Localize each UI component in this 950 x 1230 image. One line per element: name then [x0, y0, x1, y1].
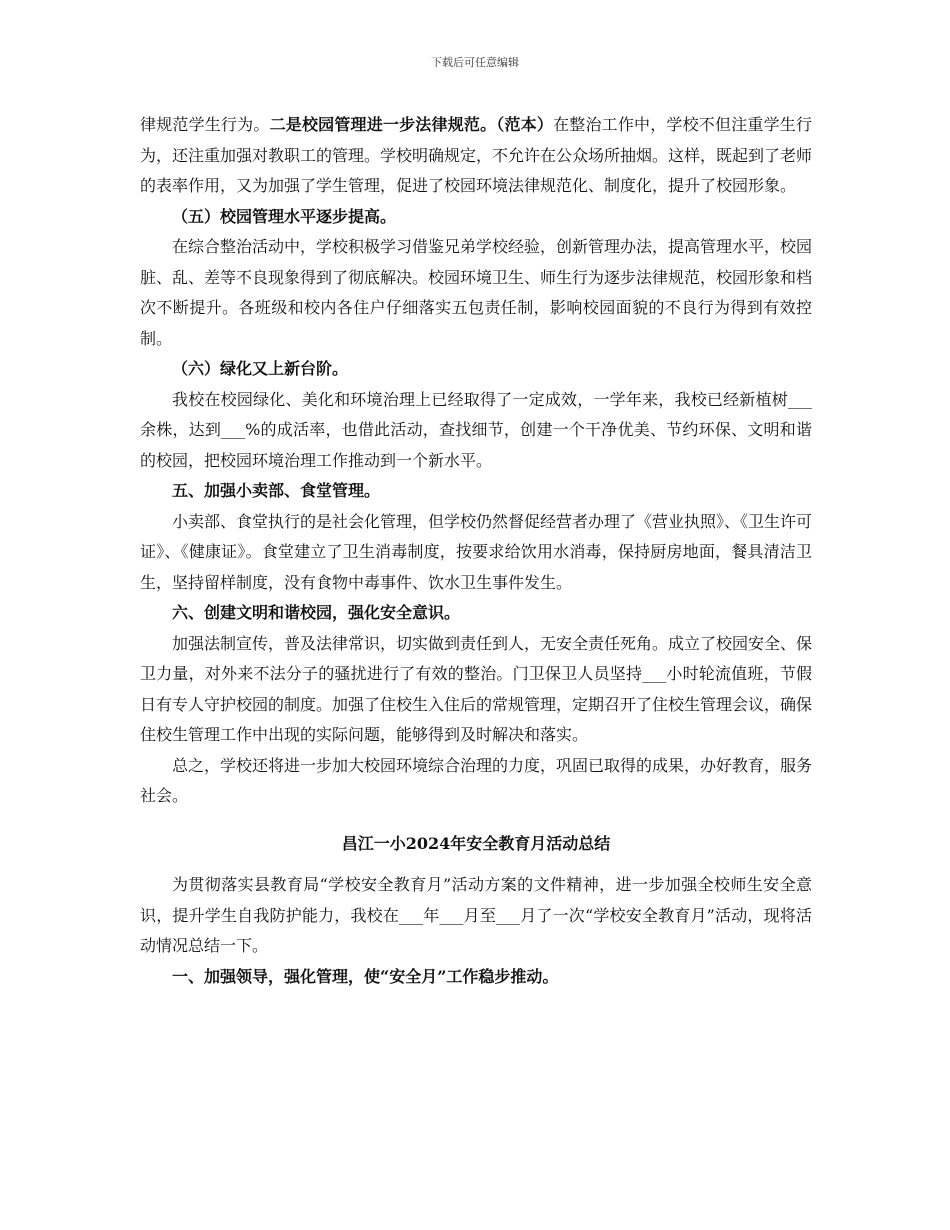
- bold-phrase: 二是校园管理进一步法律规范。: [269, 115, 497, 134]
- paragraph-campus-rules: [140, 110, 812, 202]
- paragraph-greening: 我校在校园绿化、美化和环境治理上已经取得了一定成效，一学年来，我校已经新植树___余株，达到___%的成活率，也借此活动，查找细节，创建一个干净优美、节约环保、文明和谐的校园，把校园环境治理工作推动到一个新水平。: [140, 389, 812, 470]
- heading-leadership: 一、加强领导，强化管理，使“安全月”工作稳步推动。: [172, 966, 559, 986]
- paragraph-conclusion: 总之，学校还将进一步加大校园环境综合治理的力度，巩固已取得的成果，办好教育，服务社会。: [140, 755, 813, 805]
- paragraph-text: 在整治工作中，学校不但注重学生行为，还注重加强对教职工的管理。学校明确规定，不允许在公众场所抽烟。这样，既起到了老师的表率作用，又为加强了学生管理，促进了校园环境法律规范化、制度化，提升了校园形象。: [140, 115, 813, 195]
- paragraph-safety: 加强法制宣传，普及法律常识，切实做到责任到人，无安全责任死角。成立了校园安全、保卫力量，对外来不法分子的骚扰进行了有效的整治。门卫保卫人员坚持___小时轮流值班，节假日有专人守护校园的制度。加强了住校生入住后的常规管理，定期召开了住校生管理会议，确保住校生管理工作中出现的实际问题，能够得到及时解决和落实。: [140, 633, 813, 744]
- bold-tag: （范本）: [496, 115, 554, 134]
- paragraph-intro: 为贯彻落实县教育局“学校安全教育月”活动方案的文件精神，进一步加强全校师生安全意识，提升学生自我防护能力，我校在___年___月至___月了一次“学校安全教育月”活动，现将活动情况总结一下。: [140, 875, 812, 955]
- page-header-note: 下载后可任意编辑: [431, 56, 519, 69]
- heading-safety: 六、创建文明和谐校园，强化安全意识。: [172, 603, 461, 622]
- document-body: [140, 110, 812, 992]
- heading-greening: （六）绿化又上新台阶。: [172, 359, 349, 378]
- heading-canteen: 五、加强小卖部、食堂管理。: [172, 481, 381, 500]
- heading-management-level: （五）校园管理水平逐步提高。: [172, 206, 397, 226]
- paragraph-canteen: 小卖部、食堂执行的是社会化管理，但学校仍然督促经营者办理了《营业执照》、《卫生许可证》、《健康证》。食堂建立了卫生消毒制度，按要求给饮用水消毒，保持厨房地面，餐具清洁卫生，坚持留样制度，没有食物中毒事件、饮水卫生事件发生。: [140, 511, 813, 592]
- document-title: 昌江一小2024年安全教育月活动总结: [341, 833, 611, 853]
- paragraph-text: 律规范学生行为。: [140, 115, 270, 134]
- paragraph-management: 在综合整治活动中，学校积极学习借鉴兄弟学校经验，创新管理办法，提高管理水平，校园脏、乱、差等不良现象得到了彻底解决。校园环境卫生、师生行为逐步法律规范，校园形象和档次不断提升。各班级和校内各住户仔细落实五包责任制，影响校园面貌的不良行为得到有效控制。: [140, 237, 813, 348]
